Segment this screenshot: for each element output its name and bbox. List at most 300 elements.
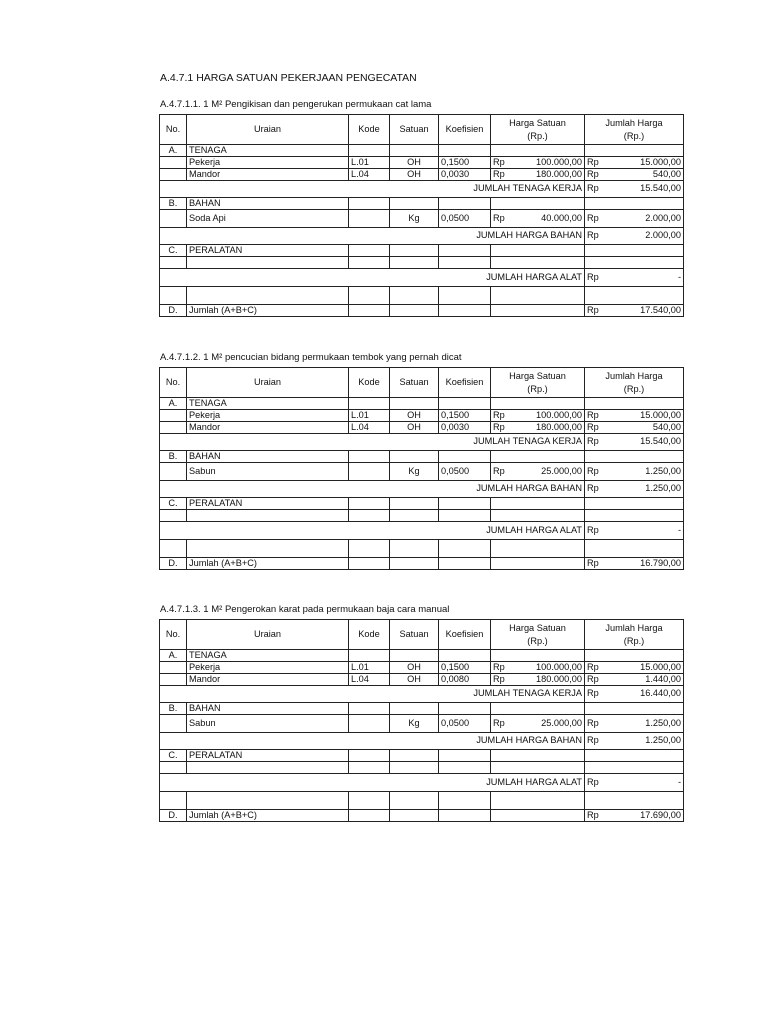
cell-text: JUMLAH TENAGA KERJA bbox=[473, 436, 582, 447]
blank-row bbox=[160, 762, 684, 774]
amount: 180.000,00 bbox=[536, 168, 582, 179]
amount: 15.540,00 bbox=[640, 183, 681, 194]
amount: 1.250,00 bbox=[645, 465, 681, 476]
rp-label: Rp bbox=[493, 168, 505, 179]
header-harga-satuan-line2: (Rp.) bbox=[527, 130, 548, 141]
koefisien-cell: 0,0030 bbox=[439, 422, 491, 434]
header-jumlah-harga-line1: Jumlah Harga bbox=[605, 623, 663, 634]
cell-text bbox=[605, 370, 662, 395]
table-cell bbox=[439, 257, 491, 269]
amount: 100.000,00 bbox=[536, 661, 582, 672]
table-cell bbox=[160, 410, 187, 422]
table-cell bbox=[349, 463, 390, 481]
table-header bbox=[160, 368, 684, 398]
table-cell bbox=[349, 510, 390, 522]
header-uraian: Uraian bbox=[187, 620, 349, 650]
subtotal-label bbox=[160, 228, 585, 245]
uraian-cell: Mandor bbox=[187, 169, 349, 181]
header-satuan: Satuan bbox=[390, 115, 439, 145]
amount: 180.000,00 bbox=[536, 421, 582, 432]
table-cell bbox=[491, 715, 585, 733]
section-row bbox=[160, 398, 684, 410]
header-harga-satuan-line1: Harga Satuan bbox=[509, 623, 566, 634]
table-cell bbox=[390, 451, 439, 463]
amount: 1.250,00 bbox=[645, 735, 681, 746]
table-cell bbox=[160, 674, 187, 686]
cell-text: JUMLAH TENAGA KERJA bbox=[473, 688, 582, 699]
amount: 15.000,00 bbox=[640, 409, 681, 420]
section-name: TENAGA bbox=[187, 398, 349, 410]
table-cell bbox=[491, 305, 585, 317]
rp-label: Rp bbox=[493, 717, 505, 728]
table-cell bbox=[390, 305, 439, 317]
blank-row bbox=[160, 540, 684, 558]
table-cell bbox=[585, 269, 684, 287]
amount: - bbox=[677, 524, 681, 535]
koefisien-cell: 0,0500 bbox=[439, 210, 491, 228]
header-harga-satuan-line2: (Rp.) bbox=[527, 383, 548, 394]
header-jumlah-harga-line2: (Rp.) bbox=[623, 130, 645, 141]
amount: 15.000,00 bbox=[640, 661, 681, 672]
amount: 100.000,00 bbox=[536, 156, 582, 167]
header-jumlah-harga bbox=[585, 115, 684, 145]
table-cell bbox=[491, 451, 585, 463]
table-cell bbox=[491, 245, 585, 257]
table-cell bbox=[585, 510, 684, 522]
table-cell bbox=[585, 810, 684, 822]
table-cell bbox=[585, 210, 684, 228]
header-jumlah-harga-line1: Jumlah Harga bbox=[605, 371, 663, 382]
amount: 180.000,00 bbox=[536, 673, 582, 684]
table-cell bbox=[439, 650, 491, 662]
uraian-cell: Pekerja bbox=[187, 662, 349, 674]
table-cell bbox=[585, 305, 684, 317]
rp-label: Rp bbox=[587, 661, 599, 672]
section-subtitle: A.4.7.1.3. 1 M² Pengerokan karat pada permukaan baja cara manual bbox=[160, 604, 450, 615]
table-cell bbox=[439, 245, 491, 257]
table-cell bbox=[491, 510, 585, 522]
table-cell bbox=[390, 398, 439, 410]
table-row bbox=[160, 662, 684, 674]
section-subtitle: A.4.7.1.2. 1 M² pencucian bidang permukaan tembok yang pernah dicat bbox=[160, 352, 462, 363]
amount: 40.000,00 bbox=[541, 212, 582, 223]
table-cell bbox=[187, 762, 349, 774]
table-cell bbox=[439, 510, 491, 522]
subtotal-row bbox=[160, 774, 684, 792]
table-cell bbox=[439, 398, 491, 410]
table-cell bbox=[491, 287, 585, 305]
table-row bbox=[160, 210, 684, 228]
section-letter: C. bbox=[160, 750, 187, 762]
rp-label: Rp bbox=[493, 465, 505, 476]
table-cell bbox=[585, 686, 684, 703]
satuan-cell: OH bbox=[390, 410, 439, 422]
table-cell bbox=[585, 522, 684, 540]
table-cell bbox=[439, 703, 491, 715]
table-cell bbox=[491, 650, 585, 662]
table-cell bbox=[439, 145, 491, 157]
subtotal-label bbox=[160, 434, 585, 451]
table-row bbox=[160, 157, 684, 169]
section-letter: A. bbox=[160, 650, 187, 662]
table-cell bbox=[585, 662, 684, 674]
table-cell bbox=[585, 228, 684, 245]
koefisien-cell: 0,0080 bbox=[439, 674, 491, 686]
amount: 15.000,00 bbox=[640, 156, 681, 167]
total-row bbox=[160, 305, 684, 317]
table-row bbox=[160, 463, 684, 481]
rp-label: Rp bbox=[587, 557, 599, 568]
table-cell bbox=[585, 481, 684, 498]
table-cell bbox=[585, 422, 684, 434]
header-harga-satuan-line2: (Rp.) bbox=[527, 635, 548, 646]
table-row bbox=[160, 410, 684, 422]
table-cell bbox=[491, 463, 585, 481]
amount: 25.000,00 bbox=[541, 465, 582, 476]
cell-text bbox=[605, 117, 662, 142]
amount: 17.540,00 bbox=[640, 304, 681, 315]
cell-text: JUMLAH HARGA BAHAN bbox=[476, 230, 582, 241]
table-cell bbox=[160, 715, 187, 733]
header-koefisien: Koefisien bbox=[439, 368, 491, 398]
table-cell bbox=[585, 540, 684, 558]
kode-cell: L.01 bbox=[349, 410, 390, 422]
table-cell bbox=[585, 498, 684, 510]
rp-label: Rp bbox=[493, 421, 505, 432]
uraian-cell: Mandor bbox=[187, 422, 349, 434]
table-cell bbox=[390, 257, 439, 269]
koefisien-cell: 0,0030 bbox=[439, 169, 491, 181]
table-cell bbox=[491, 750, 585, 762]
subtotal-row bbox=[160, 686, 684, 703]
amount: 540,00 bbox=[652, 421, 681, 432]
table-cell bbox=[491, 498, 585, 510]
table-cell bbox=[390, 540, 439, 558]
table-cell bbox=[349, 750, 390, 762]
table-cell bbox=[390, 792, 439, 810]
section-name: BAHAN bbox=[187, 451, 349, 463]
header-koefisien: Koefisien bbox=[439, 115, 491, 145]
table-cell bbox=[491, 198, 585, 210]
blank-row bbox=[160, 792, 684, 810]
table-cell bbox=[585, 463, 684, 481]
table-cell bbox=[160, 510, 187, 522]
section-name: TENAGA bbox=[187, 650, 349, 662]
section-name: PERALATAN bbox=[187, 750, 349, 762]
section-row bbox=[160, 198, 684, 210]
blank-row bbox=[160, 510, 684, 522]
section-letter: B. bbox=[160, 703, 187, 715]
rp-label: Rp bbox=[587, 421, 599, 432]
amount: 17.690,00 bbox=[640, 809, 681, 820]
section-name: PERALATAN bbox=[187, 245, 349, 257]
header-kode: Kode bbox=[349, 368, 390, 398]
table-cell bbox=[439, 451, 491, 463]
table-cell bbox=[585, 198, 684, 210]
section-row bbox=[160, 145, 684, 157]
satuan-cell: OH bbox=[390, 169, 439, 181]
kode-cell: L.04 bbox=[349, 169, 390, 181]
kode-cell: L.04 bbox=[349, 674, 390, 686]
table-cell bbox=[349, 198, 390, 210]
section-name: BAHAN bbox=[187, 198, 349, 210]
table-row bbox=[160, 169, 684, 181]
header-no: No. bbox=[160, 620, 187, 650]
satuan-cell: Kg bbox=[390, 210, 439, 228]
table-cell bbox=[160, 463, 187, 481]
table-cell bbox=[390, 558, 439, 570]
table-cell bbox=[349, 703, 390, 715]
table-cell bbox=[349, 810, 390, 822]
table-cell bbox=[390, 810, 439, 822]
table-cell bbox=[160, 792, 187, 810]
header-harga-satuan-line1: Harga Satuan bbox=[509, 371, 566, 382]
table-cell bbox=[585, 181, 684, 198]
header-koefisien: Koefisien bbox=[439, 620, 491, 650]
amount: 2.000,00 bbox=[645, 212, 681, 223]
koefisien-cell: 0,0500 bbox=[439, 715, 491, 733]
section-letter: D. bbox=[160, 305, 187, 317]
amount: 1.250,00 bbox=[645, 717, 681, 728]
rp-label: Rp bbox=[587, 409, 599, 420]
table-cell bbox=[349, 792, 390, 810]
section-row bbox=[160, 650, 684, 662]
table-cell bbox=[491, 169, 585, 181]
subtotal-label bbox=[160, 481, 585, 498]
total-label: Jumlah (A+B+C) bbox=[187, 305, 349, 317]
header-satuan: Satuan bbox=[390, 620, 439, 650]
table-cell bbox=[585, 398, 684, 410]
section-row bbox=[160, 498, 684, 510]
table-cell bbox=[349, 287, 390, 305]
table-cell bbox=[491, 540, 585, 558]
header-harga-satuan bbox=[491, 620, 585, 650]
amount: 15.540,00 bbox=[640, 436, 681, 447]
subtotal-row bbox=[160, 181, 684, 198]
amount: 16.440,00 bbox=[640, 688, 681, 699]
satuan-cell: OH bbox=[390, 674, 439, 686]
section-row bbox=[160, 750, 684, 762]
amount: - bbox=[677, 776, 681, 787]
rp-label: Rp bbox=[587, 524, 599, 535]
table-cell bbox=[585, 750, 684, 762]
table-cell bbox=[390, 510, 439, 522]
total-row bbox=[160, 810, 684, 822]
subtotal-label bbox=[160, 269, 585, 287]
rp-label: Rp bbox=[587, 156, 599, 167]
header-uraian: Uraian bbox=[187, 115, 349, 145]
uraian-cell: Soda Api bbox=[187, 210, 349, 228]
cell-text: JUMLAH HARGA ALAT bbox=[486, 776, 582, 787]
satuan-cell: OH bbox=[390, 422, 439, 434]
table-cell bbox=[390, 650, 439, 662]
kode-cell: L.04 bbox=[349, 422, 390, 434]
section-letter: B. bbox=[160, 451, 187, 463]
header-jumlah-harga-line2: (Rp.) bbox=[623, 635, 645, 646]
rp-label: Rp bbox=[587, 809, 599, 820]
price-analysis-table bbox=[159, 619, 684, 822]
subtotal-row bbox=[160, 434, 684, 451]
uraian-cell: Sabun bbox=[187, 463, 349, 481]
subtotal-label bbox=[160, 774, 585, 792]
table-cell bbox=[585, 257, 684, 269]
table-cell bbox=[349, 762, 390, 774]
blank-row bbox=[160, 287, 684, 305]
table-cell bbox=[439, 762, 491, 774]
section-letter: B. bbox=[160, 198, 187, 210]
satuan-cell: Kg bbox=[390, 463, 439, 481]
table-cell bbox=[585, 558, 684, 570]
table-cell bbox=[585, 410, 684, 422]
header-no: No. bbox=[160, 368, 187, 398]
table-row bbox=[160, 674, 684, 686]
table-header bbox=[160, 115, 684, 145]
cell-text: JUMLAH HARGA BAHAN bbox=[476, 735, 582, 746]
table-cell bbox=[491, 398, 585, 410]
table-cell bbox=[439, 558, 491, 570]
table-cell bbox=[439, 287, 491, 305]
table-cell bbox=[585, 792, 684, 810]
table-cell bbox=[439, 750, 491, 762]
table-cell bbox=[187, 287, 349, 305]
table-cell bbox=[390, 703, 439, 715]
table-cell bbox=[160, 422, 187, 434]
cell-text: JUMLAH HARGA ALAT bbox=[486, 524, 582, 535]
section-name: TENAGA bbox=[187, 145, 349, 157]
table-cell bbox=[491, 410, 585, 422]
cell-text bbox=[509, 117, 566, 142]
rp-label: Rp bbox=[587, 183, 599, 194]
table-cell bbox=[187, 257, 349, 269]
subtotal-label bbox=[160, 686, 585, 703]
cell-text bbox=[509, 622, 566, 647]
header-harga-satuan bbox=[491, 115, 585, 145]
section-letter: C. bbox=[160, 498, 187, 510]
table-cell bbox=[390, 287, 439, 305]
table-cell bbox=[439, 810, 491, 822]
table-cell bbox=[349, 210, 390, 228]
table-cell bbox=[349, 145, 390, 157]
rp-label: Rp bbox=[587, 436, 599, 447]
koefisien-cell: 0,1500 bbox=[439, 157, 491, 169]
table-cell bbox=[491, 662, 585, 674]
rp-label: Rp bbox=[587, 717, 599, 728]
table-row bbox=[160, 422, 684, 434]
header-uraian: Uraian bbox=[187, 368, 349, 398]
rp-label: Rp bbox=[587, 735, 599, 746]
table-cell bbox=[439, 540, 491, 558]
table-cell bbox=[491, 157, 585, 169]
section-row bbox=[160, 703, 684, 715]
rp-label: Rp bbox=[587, 168, 599, 179]
table-cell bbox=[439, 792, 491, 810]
table-cell bbox=[349, 540, 390, 558]
table-cell bbox=[187, 792, 349, 810]
cell-text: JUMLAH HARGA BAHAN bbox=[476, 483, 582, 494]
header-kode: Kode bbox=[349, 115, 390, 145]
uraian-cell: Mandor bbox=[187, 674, 349, 686]
table-cell bbox=[585, 703, 684, 715]
table-cell bbox=[491, 792, 585, 810]
rp-label: Rp bbox=[587, 673, 599, 684]
kode-cell: L.01 bbox=[349, 157, 390, 169]
table-cell bbox=[585, 774, 684, 792]
table-cell bbox=[439, 305, 491, 317]
header-satuan: Satuan bbox=[390, 368, 439, 398]
section-letter: A. bbox=[160, 398, 187, 410]
rp-label: Rp bbox=[493, 661, 505, 672]
table-cell bbox=[349, 498, 390, 510]
page-title: A.4.7.1 HARGA SATUAN PEKERJAAN PENGECATAN bbox=[160, 72, 417, 84]
table-cell bbox=[491, 210, 585, 228]
rp-label: Rp bbox=[587, 230, 599, 241]
table-cell bbox=[187, 540, 349, 558]
table-cell bbox=[585, 434, 684, 451]
table-cell bbox=[491, 703, 585, 715]
section-subtitle: A.4.7.1.1. 1 M² Pengikisan dan pengerukan permukaan cat lama bbox=[160, 99, 432, 110]
table-cell bbox=[585, 733, 684, 750]
table-cell bbox=[390, 750, 439, 762]
table-cell bbox=[585, 674, 684, 686]
cell-text bbox=[605, 622, 662, 647]
header-harga-satuan bbox=[491, 368, 585, 398]
header-no: No. bbox=[160, 115, 187, 145]
header-kode: Kode bbox=[349, 620, 390, 650]
table-cell bbox=[390, 498, 439, 510]
section-name: BAHAN bbox=[187, 703, 349, 715]
table-cell bbox=[585, 650, 684, 662]
rp-label: Rp bbox=[587, 304, 599, 315]
table-cell bbox=[349, 715, 390, 733]
table-cell bbox=[585, 762, 684, 774]
header-jumlah-harga-line2: (Rp.) bbox=[623, 383, 645, 394]
blank-row bbox=[160, 257, 684, 269]
subtotal-row bbox=[160, 269, 684, 287]
price-analysis-table bbox=[159, 114, 684, 317]
uraian-cell: Pekerja bbox=[187, 157, 349, 169]
table-cell bbox=[160, 157, 187, 169]
table-cell bbox=[187, 510, 349, 522]
rp-label: Rp bbox=[493, 156, 505, 167]
header-harga-satuan-line1: Harga Satuan bbox=[509, 118, 566, 129]
subtotal-label bbox=[160, 522, 585, 540]
amount: 1.440,00 bbox=[645, 673, 681, 684]
header-jumlah-harga-line1: Jumlah Harga bbox=[605, 118, 663, 129]
cell-text: JUMLAH HARGA ALAT bbox=[486, 271, 582, 282]
table-cell bbox=[585, 287, 684, 305]
table-cell bbox=[349, 451, 390, 463]
table-cell bbox=[349, 650, 390, 662]
table-cell bbox=[491, 762, 585, 774]
satuan-cell: Kg bbox=[390, 715, 439, 733]
table-cell bbox=[160, 257, 187, 269]
table-cell bbox=[439, 198, 491, 210]
price-analysis-table bbox=[159, 367, 684, 570]
amount: 25.000,00 bbox=[541, 717, 582, 728]
header-jumlah-harga bbox=[585, 368, 684, 398]
table-cell bbox=[349, 257, 390, 269]
subtotal-row bbox=[160, 228, 684, 245]
rp-label: Rp bbox=[587, 465, 599, 476]
table-cell bbox=[390, 198, 439, 210]
amount: 16.790,00 bbox=[640, 557, 681, 568]
rp-label: Rp bbox=[587, 271, 599, 282]
satuan-cell: OH bbox=[390, 157, 439, 169]
uraian-cell: Sabun bbox=[187, 715, 349, 733]
table-cell bbox=[491, 810, 585, 822]
section-letter: C. bbox=[160, 245, 187, 257]
section-letter: D. bbox=[160, 810, 187, 822]
